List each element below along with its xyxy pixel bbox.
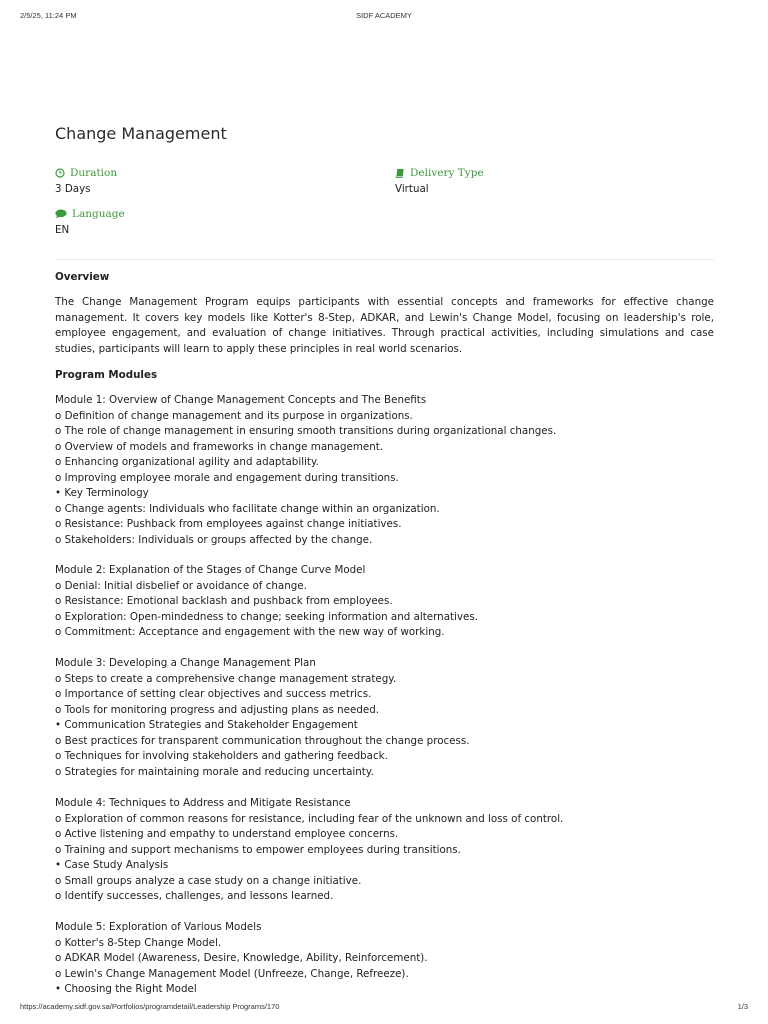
program-modules-heading: Program Modules — [55, 369, 158, 381]
module-title: Module 1: Overview of Change Management Concepts and The Benefits — [55, 394, 427, 406]
module-3 — [55, 656, 714, 780]
overview-heading: Overview — [55, 271, 110, 283]
module-item: o Change agents: Individuals who facilitate change within an organization. — [55, 502, 440, 515]
module-item: o Resistance: Emotional backlash and pushback from employees. — [55, 595, 393, 607]
delivery-type-label: Delivery Type — [410, 167, 484, 179]
module-item: o Resistance: Pushback from employees against change initiatives. — [55, 518, 402, 530]
module-title: Module 3: Developing a Change Management Plan — [55, 657, 316, 669]
module-subheading: • Key Terminology — [55, 487, 149, 499]
module-item: o Stakeholders: Individuals or groups affected by the change. — [55, 533, 373, 546]
print-datetime: 2/5/25, 11:24 PM — [20, 11, 77, 20]
module-subheading: • Choosing the Right Model — [55, 983, 197, 995]
module-item: o Small groups analyze a case study on a change initiative. — [55, 874, 362, 887]
module-2 — [55, 563, 714, 641]
module-item: o Techniques for involving stakeholders and gathering feedback. — [55, 750, 388, 762]
module-item: o Commitment: Acceptance and engagement with the new way of working. — [55, 626, 445, 638]
module-item: o The role of change management in ensuring smooth transitions during organizational changes. — [55, 425, 557, 437]
module-item: o Denial: Initial disbelief or avoidance of change. — [55, 579, 307, 592]
overview-text: The Change Management Program equips participants with essential concepts and frameworks for effective change management. It covers key models like Kotter's 8-Step, ADKAR, and Lewin's Change Model, focusing on leadership's role, employee engagement, and evaluation of change initiatives. Through practical activities, including simulations and case studies, participants will learn to apply these principles in real world scenarios. — [55, 296, 714, 355]
duration-value: 3 Days — [55, 183, 91, 195]
page-url: https://academy.sidf.gov.sa/Portfolios/programdetail/Leadership Programs/170 — [20, 1002, 280, 1011]
book-icon — [395, 168, 405, 178]
module-title: Module 4: Techniques to Address and Mitigate Resistance — [55, 797, 351, 809]
module-item: o Overview of models and frameworks in change management. — [55, 440, 384, 453]
page-number: 1/3 — [737, 1002, 748, 1011]
page-title: Change Management — [55, 124, 227, 143]
module-subheading: • Communication Strategies and Stakeholder Engagement — [55, 719, 358, 731]
module-1 — [55, 393, 714, 548]
module-item: o Definition of change management and its purpose in organizations. — [55, 409, 413, 422]
module-item: o Tools for monitoring progress and adjusting plans as needed. — [55, 703, 380, 716]
module-5 — [55, 920, 714, 998]
duration-label: Duration — [70, 167, 118, 179]
module-item: o Exploration: Open-mindedness to change; seeking information and alternatives. — [55, 610, 478, 623]
module-item: o ADKAR Model (Awareness, Desire, Knowledge, Ability, Reinforcement). — [55, 952, 428, 964]
duration-block — [55, 166, 117, 196]
module-item: o Identify successes, challenges, and lessons learned. — [55, 890, 334, 902]
divider — [55, 259, 714, 260]
print-footer — [20, 1002, 748, 1014]
module-item: o Active listening and empathy to understand employee concerns. — [55, 828, 399, 840]
module-item: o Kotter's 8-Step Change Model. — [55, 936, 222, 949]
module-item: o Improving employee morale and engagement during transitions. — [55, 471, 399, 484]
module-item: o Strategies for maintaining morale and reducing uncertainty. — [55, 765, 374, 778]
module-item: o Enhancing organizational agility and adaptability. — [55, 456, 319, 468]
module-4 — [55, 796, 714, 905]
print-site-name: SIDF ACADEMY — [356, 11, 412, 20]
module-subheading: • Case Study Analysis — [55, 859, 169, 871]
module-item: o Lewin's Change Management Model (Unfreeze, Change, Refreeze). — [55, 967, 409, 980]
module-item: o Steps to create a comprehensive change management strategy. — [55, 672, 397, 685]
clock-icon — [55, 168, 65, 178]
delivery-type-block — [395, 166, 484, 196]
language-label: Language — [72, 208, 125, 220]
print-header — [20, 11, 748, 23]
module-title: Module 2: Explanation of the Stages of Change Curve Model — [55, 564, 366, 576]
module-item: o Best practices for transparent communication throughout the change process. — [55, 734, 470, 747]
language-value: EN — [55, 224, 70, 236]
chat-bubble-icon — [55, 209, 67, 219]
module-item: o Importance of setting clear objectives and success metrics. — [55, 688, 372, 700]
language-block — [55, 207, 125, 237]
module-item: o Training and support mechanisms to empower employees during transitions. — [55, 843, 461, 856]
module-title: Module 5: Exploration of Various Models — [55, 921, 262, 933]
module-item: o Exploration of common reasons for resistance, including fear of the unknown and loss of control. — [55, 812, 564, 825]
delivery-type-value: Virtual — [395, 183, 429, 195]
